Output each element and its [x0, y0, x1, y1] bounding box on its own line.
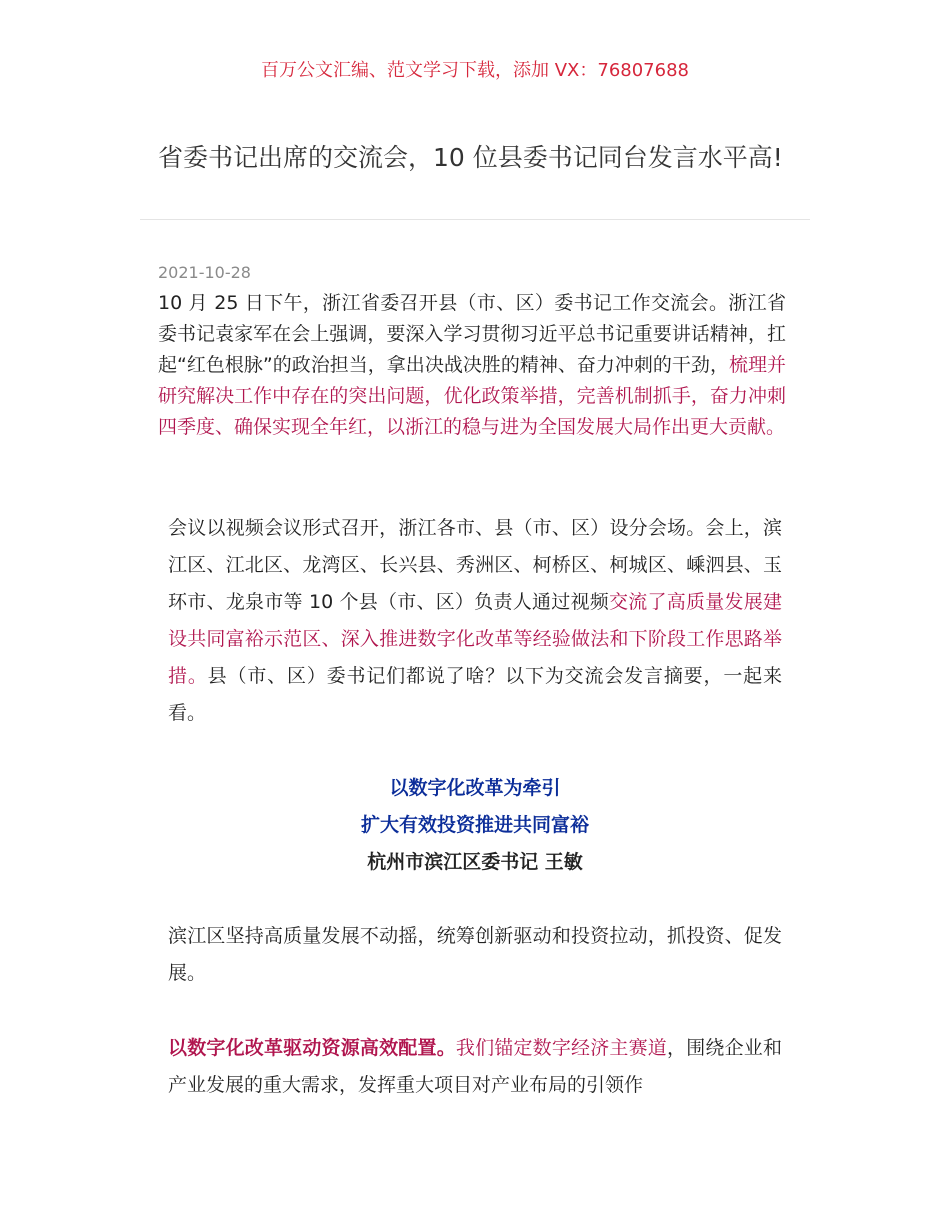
intro-paragraph [158, 288, 786, 443]
header-banner: 百万公文汇编、范文学习下载，添加 VX：76807688 [261, 60, 689, 81]
digital-reform-lead: 以数字化改革驱动资源高效配置。 [168, 1037, 456, 1059]
meeting-text: 会议以视频会议形式召开，浙江各市、县（市、区）设分会场。会上，滨江区、江北区、龙湾区、长兴县、秀洲区、柯桥区、柯城区、嵊泗县、玉环市、龙泉市等 10 个县（市、区）负责人通过视频 [168, 517, 782, 613]
section-heading [0, 770, 950, 881]
title-divider [140, 219, 810, 220]
digital-reform-highlight: 我们锚定数字经济主赛道 [455, 1037, 668, 1059]
intro-highlight: 梳理并研究解决工作中存在的突出问题，优化政策举措，完善机制抓手，奋力冲刺四季度、确保实现全年红，以浙江的稳与进为全国发展大局作出更大贡献。 [158, 354, 786, 438]
binjiang-paragraph: 滨江区坚持高质量发展不动摇，统筹创新驱动和投资拉动，抓投资、促发展。 [168, 925, 782, 984]
section-heading-line1: 以数字化改革为牵引 [389, 777, 561, 799]
publish-date: 2021-10-28 [158, 263, 251, 282]
meeting-highlight: 交流了高质量发展建设共同富裕示范区、深入推进数字化改革等经验做法和下阶段工作思路举措。 [168, 591, 782, 687]
meeting-tail: 县（市、区）委书记们都说了啥？以下为交流会发言摘要，一起来看。 [168, 665, 782, 724]
digital-reform-paragraph [168, 1030, 782, 1104]
section-heading-line2: 扩大有效投资推进共同富裕 [360, 814, 589, 836]
digital-reform-tail: ，围绕企业和产业发展的重大需求，发挥重大项目对产业布局的引领作 [168, 1037, 782, 1096]
meeting-paragraph [168, 510, 782, 732]
intro-text: 10 月 25 日下午，浙江省委召开县（市、区）委书记工作交流会。浙江省委书记袁家军在会上强调，要深入学习贯彻习近平总书记重要讲话精神，扛起“红色根脉”的政治担当，拿出决战决胜的精神、奋力冲刺的干劲， [158, 292, 786, 376]
section-heading-speaker: 杭州市滨江区委书记 王敏 [367, 851, 583, 873]
article-title: 省委书记出席的交流会，10 位县委书记同台发言水平高! [158, 143, 783, 172]
